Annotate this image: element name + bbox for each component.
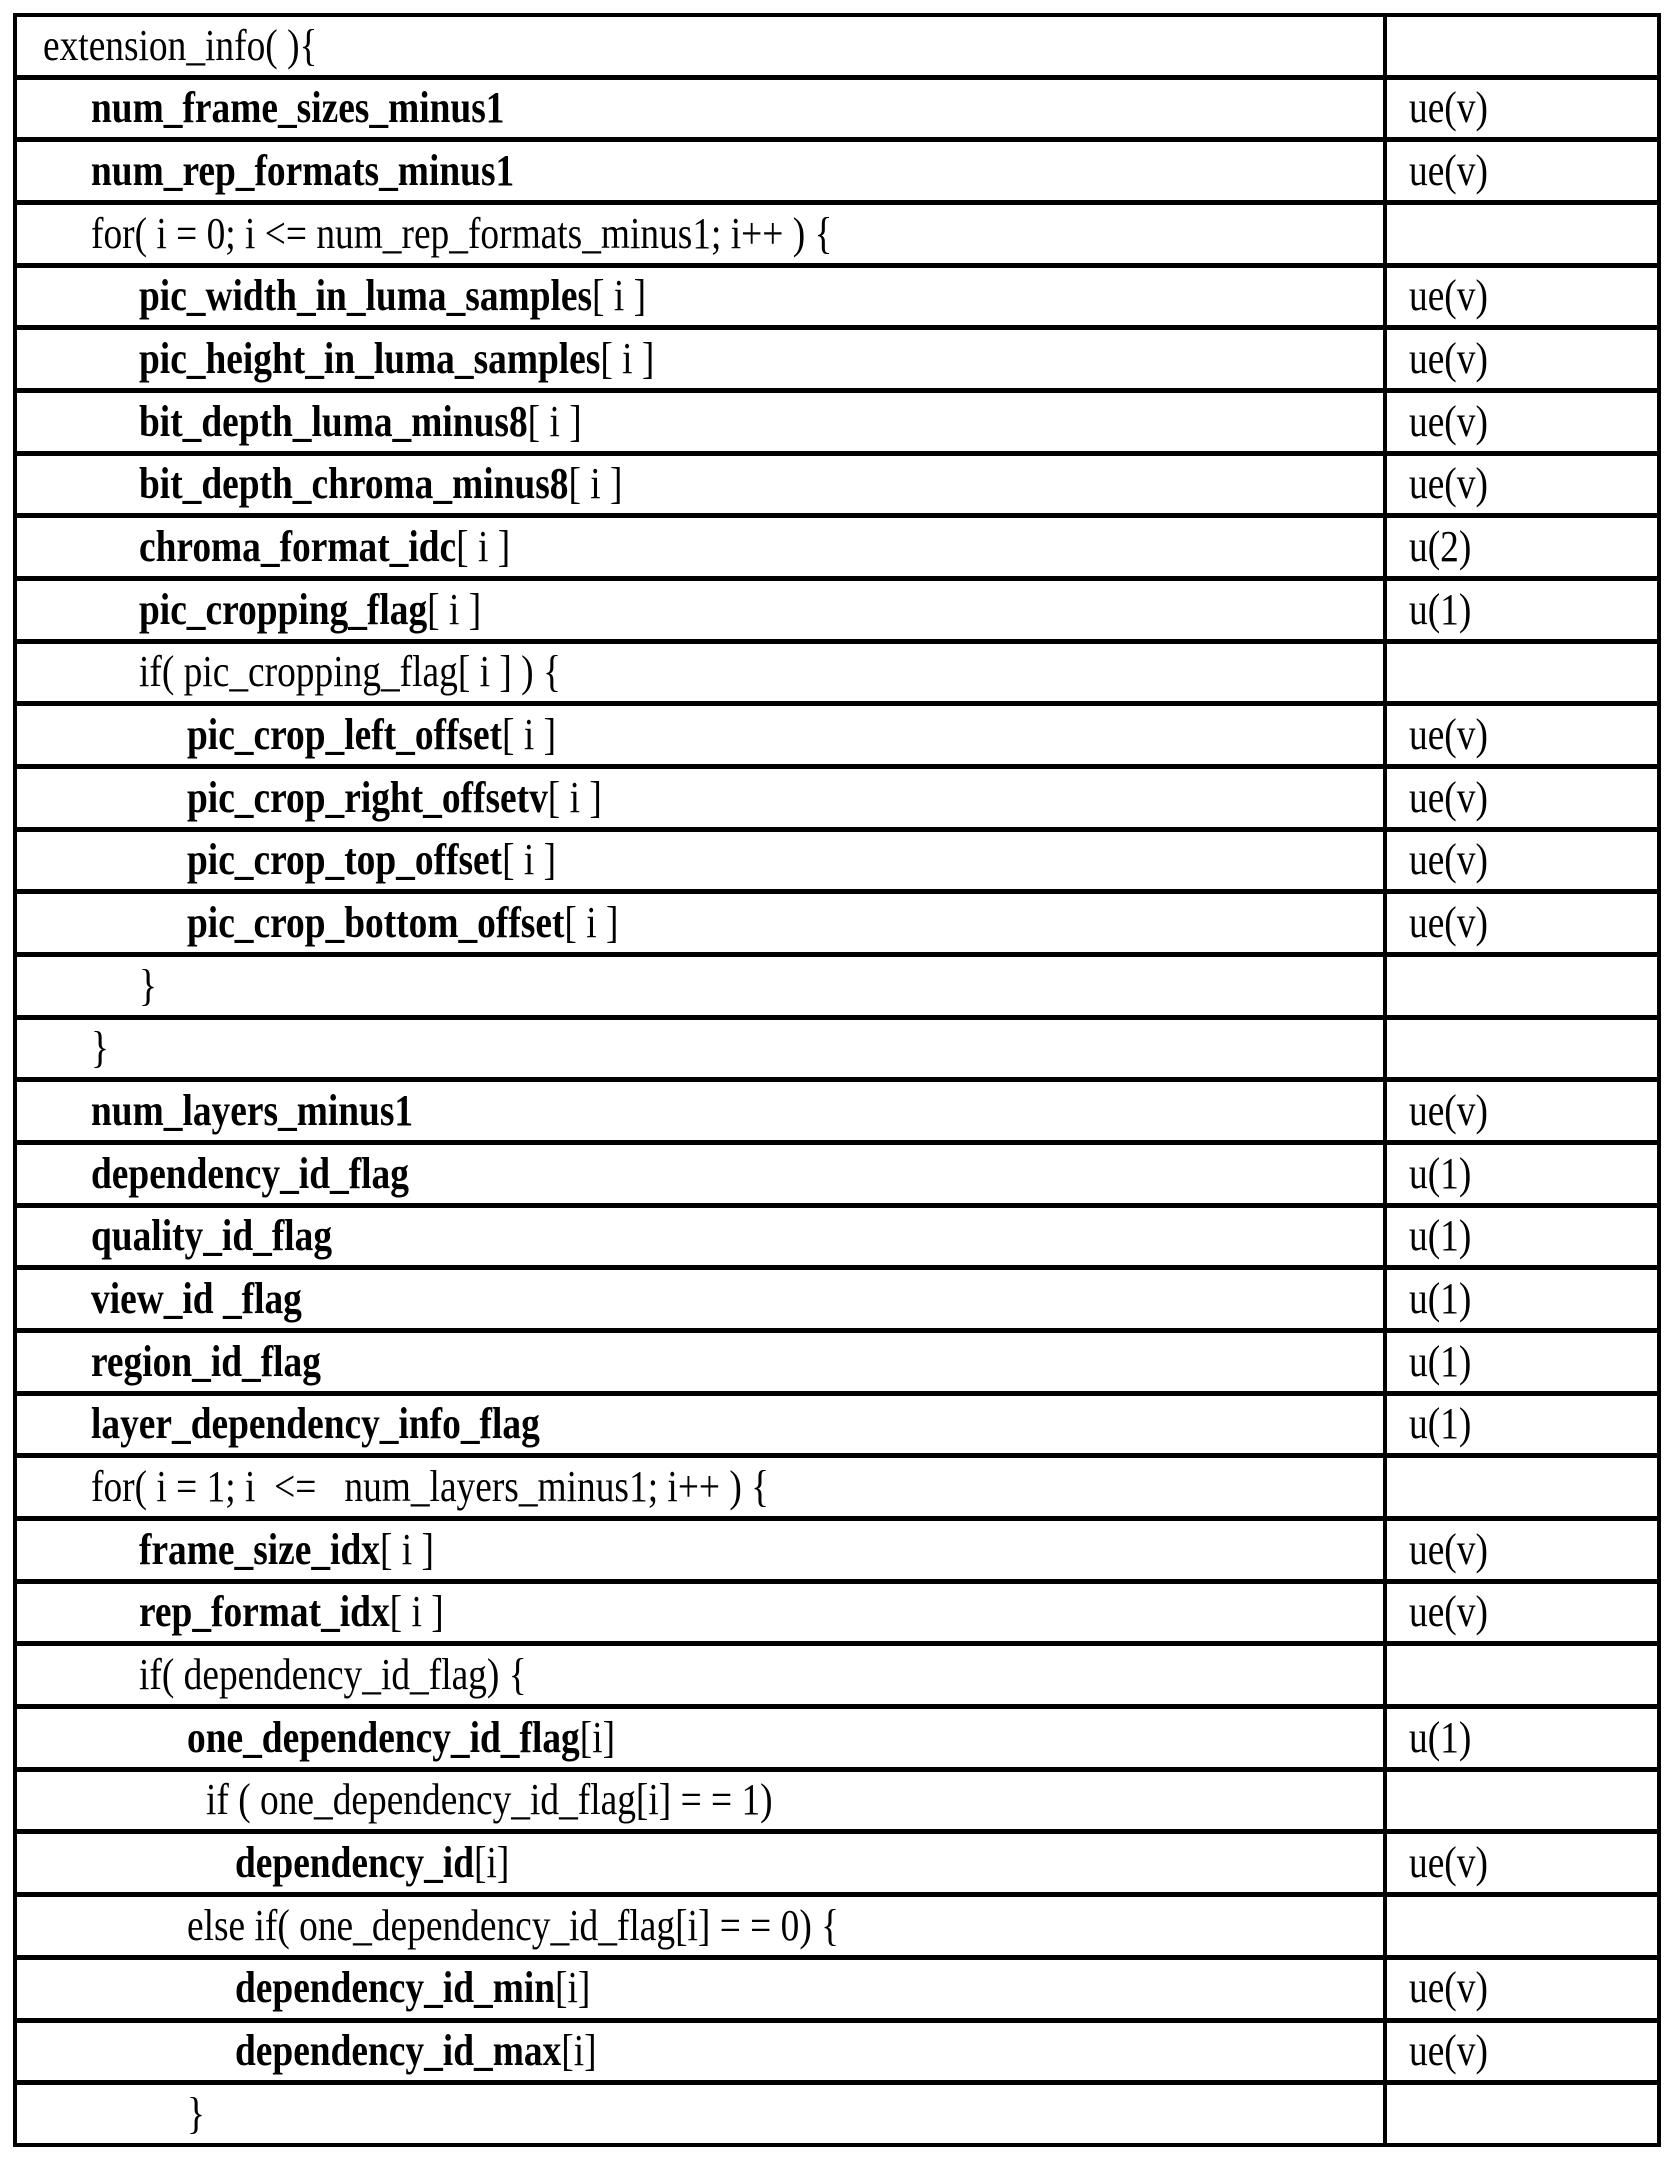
descriptor-text: u(1) [1409, 584, 1472, 634]
table-row [17, 1704, 1657, 1767]
syntax-cell [17, 957, 1383, 1015]
table-row [17, 1829, 1657, 1892]
table-row [17, 1203, 1657, 1266]
descriptor-text: u(1) [1409, 1399, 1472, 1449]
table-row [17, 1140, 1657, 1203]
syntax-text-segment: view_id _flag [91, 1274, 302, 1324]
syntax-line [91, 84, 504, 132]
table-row [17, 1328, 1657, 1391]
syntax-line [235, 1839, 509, 1887]
syntax-text-segment: for( i = 1; i <= num_layers_minus1; i++ ) { [91, 1462, 770, 1512]
syntax-cell [17, 1396, 1383, 1454]
descriptor-cell [1383, 1208, 1657, 1266]
table-row [17, 75, 1657, 138]
descriptor-cell [1383, 393, 1657, 451]
syntax-line [139, 648, 561, 696]
syntax-line [43, 22, 317, 70]
descriptor-cell [1383, 2023, 1657, 2081]
table-row [17, 639, 1657, 702]
table-row [17, 200, 1657, 263]
syntax-line [91, 1212, 332, 1260]
syntax-text-segment: [i] [561, 2026, 597, 2076]
syntax-text-segment: [i] [579, 1712, 616, 1762]
syntax-text-segment: [ i ] [502, 710, 557, 760]
syntax-text-segment: num_rep_formats_minus1 [91, 145, 515, 195]
syntax-line [139, 460, 622, 508]
syntax-line [91, 1400, 540, 1448]
syntax-line [187, 2090, 205, 2138]
descriptor-cell [1383, 832, 1657, 890]
table-row [17, 952, 1657, 1015]
syntax-text-segment: if ( one_dependency_id_flag[i] = = 1) [206, 1775, 773, 1825]
syntax-text-segment: quality_id_flag [91, 1211, 333, 1261]
table-row [17, 1391, 1657, 1454]
syntax-text-segment: [ i ] [502, 835, 557, 885]
syntax-cell [17, 832, 1383, 890]
syntax-cell [17, 1145, 1383, 1203]
table-row [17, 889, 1657, 952]
syntax-text-segment: rep_format_idx [139, 1587, 390, 1637]
syntax-cell [17, 581, 1383, 639]
syntax-line [187, 1714, 615, 1762]
syntax-text-segment: } [139, 960, 157, 1010]
table-row [17, 17, 1657, 75]
syntax-text-segment: layer_dependency_info_flag [91, 1399, 540, 1449]
descriptor-cell [1383, 769, 1657, 827]
descriptor-text: u(2) [1409, 522, 1472, 572]
syntax-text-segment: [ i ] [389, 1587, 444, 1637]
descriptor-cell [1383, 706, 1657, 764]
descriptor-cell [1383, 1709, 1657, 1767]
descriptor-cell [1383, 1584, 1657, 1642]
syntax-cell [17, 1082, 1383, 1140]
syntax-text-segment: [ i ] [379, 1524, 434, 1574]
syntax-line [235, 2027, 597, 2075]
syntax-line [187, 711, 556, 759]
syntax-text-segment: frame_size_idx [139, 1524, 380, 1574]
descriptor-cell [1383, 142, 1657, 200]
syntax-cell [17, 1772, 1383, 1830]
descriptor-text: ue(v) [1409, 1838, 1488, 1888]
syntax-line [187, 774, 602, 822]
syntax-cell [17, 1897, 1383, 1955]
table-row [17, 1516, 1657, 1579]
syntax-text-segment: [ i ] [568, 459, 623, 509]
descriptor-cell [1383, 2085, 1657, 2143]
syntax-text-segment: chroma_format_idc [139, 522, 457, 572]
descriptor-cell [1383, 1521, 1657, 1579]
table-row [17, 451, 1657, 514]
descriptor-text: ue(v) [1409, 334, 1488, 383]
syntax-line [187, 836, 556, 884]
syntax-cell [17, 268, 1383, 326]
syntax-cell [17, 80, 1383, 138]
syntax-text-segment: [ i ] [427, 584, 482, 634]
syntax-cell [17, 1834, 1383, 1892]
syntax-cell [17, 1020, 1383, 1078]
descriptor-text: ue(v) [1409, 710, 1488, 760]
syntax-text-segment: else if( one_dependency_id_flag[i] = = 0) { [187, 1900, 840, 1950]
syntax-text-segment: [i] [473, 1838, 510, 1888]
descriptor-cell [1383, 17, 1657, 75]
descriptor-cell [1383, 330, 1657, 388]
descriptor-text: ue(v) [1409, 145, 1488, 195]
descriptor-text: ue(v) [1409, 271, 1488, 321]
syntax-text-segment: pic_cropping_flag [139, 584, 428, 634]
syntax-cell [17, 706, 1383, 764]
table-row [17, 1641, 1657, 1704]
syntax-text-segment: dependency_id_max [235, 2026, 562, 2076]
syntax-cell [17, 2023, 1383, 2081]
syntax-text-segment: bit_depth_chroma_minus8 [139, 459, 569, 509]
syntax-cell [17, 644, 1383, 702]
syntax-text-segment: [ i ] [600, 334, 655, 383]
syntax-text-segment: extension_info( ){ [43, 20, 318, 70]
descriptor-cell [1383, 1960, 1657, 2018]
syntax-cell [17, 894, 1383, 952]
syntax-text-segment: if( dependency_id_flag) { [139, 1650, 527, 1700]
descriptor-cell [1383, 518, 1657, 576]
syntax-text-segment: [ i ] [547, 772, 602, 822]
descriptor-text: ue(v) [1409, 1587, 1488, 1637]
table-row [17, 388, 1657, 451]
descriptor-cell [1383, 644, 1657, 702]
syntax-line [139, 1651, 527, 1699]
descriptor-text: ue(v) [1409, 396, 1488, 446]
table-row [17, 576, 1657, 639]
syntax-line [235, 1964, 590, 2012]
syntax-cell [17, 518, 1383, 576]
table-row [17, 1892, 1657, 1955]
descriptor-text: ue(v) [1409, 1086, 1488, 1136]
syntax-text-segment: dependency_id [235, 1838, 474, 1888]
syntax-text-segment: [ i ] [527, 396, 582, 446]
syntax-cell [17, 330, 1383, 388]
syntax-line [187, 1902, 839, 1950]
syntax-text-segment: } [187, 2088, 205, 2138]
syntax-text-segment: dependency_id_flag [91, 1148, 409, 1198]
descriptor-text: u(1) [1409, 1336, 1472, 1386]
descriptor-text: u(1) [1409, 1712, 1472, 1762]
descriptor-cell [1383, 1834, 1657, 1892]
descriptor-cell [1383, 1020, 1657, 1078]
descriptor-cell [1383, 894, 1657, 952]
table-row [17, 764, 1657, 827]
syntax-line [91, 147, 514, 195]
syntax-text-segment: pic_crop_top_offset [187, 835, 503, 885]
syntax-line [91, 1463, 769, 1511]
syntax-text-segment: pic_height_in_luma_samples [139, 334, 601, 383]
syntax-text-segment: for( i = 0; i <= num_rep_formats_minus1; i++ ) { [91, 208, 833, 258]
descriptor-cell [1383, 1082, 1657, 1140]
descriptor-cell [1383, 456, 1657, 514]
syntax-text-segment: bit_depth_luma_minus8 [139, 396, 528, 446]
descriptor-cell [1383, 80, 1657, 138]
descriptor-text: ue(v) [1409, 1963, 1488, 2013]
syntax-cell [17, 1646, 1383, 1704]
table-row [17, 513, 1657, 576]
descriptor-text: u(1) [1409, 1274, 1472, 1324]
table-row [17, 1265, 1657, 1328]
syntax-cell [17, 1270, 1383, 1328]
table-row [17, 1579, 1657, 1642]
table-row [17, 2080, 1657, 2143]
descriptor-text: ue(v) [1409, 772, 1488, 822]
syntax-text-segment: region_id_flag [91, 1336, 321, 1386]
syntax-line [139, 586, 481, 634]
syntax-line [139, 398, 582, 446]
syntax-cell [17, 1584, 1383, 1642]
syntax-text-segment: [ i ] [592, 271, 647, 321]
table-row [17, 137, 1657, 200]
syntax-line [91, 1338, 321, 1386]
descriptor-text: ue(v) [1409, 459, 1488, 509]
syntax-text-segment: pic_crop_right_offsetv [187, 772, 548, 822]
syntax-cell [17, 2085, 1383, 2143]
descriptor-cell [1383, 1270, 1657, 1328]
syntax-cell [17, 456, 1383, 514]
table-row [17, 1453, 1657, 1516]
syntax-cell [17, 769, 1383, 827]
syntax-text-segment: [i] [555, 1963, 591, 2013]
descriptor-cell [1383, 1333, 1657, 1391]
syntax-line [91, 1024, 109, 1072]
syntax-cell [17, 17, 1383, 75]
descriptor-text: u(1) [1409, 1148, 1472, 1198]
syntax-text-segment: [ i ] [456, 522, 511, 572]
syntax-cell [17, 1521, 1383, 1579]
syntax-text-segment: num_layers_minus1 [91, 1086, 414, 1136]
table-row [17, 1767, 1657, 1830]
syntax-text-segment: one_dependency_id_flag [187, 1712, 580, 1762]
descriptor-cell [1383, 1646, 1657, 1704]
table-row [17, 827, 1657, 890]
syntax-line [139, 335, 654, 383]
table-row [17, 701, 1657, 764]
syntax-text-segment: num_frame_sizes_minus1 [91, 83, 505, 133]
syntax-cell [17, 1458, 1383, 1516]
syntax-line [139, 272, 646, 320]
syntax-line [91, 1275, 302, 1323]
table-row [17, 1077, 1657, 1140]
syntax-cell [17, 1208, 1383, 1266]
descriptor-cell [1383, 1396, 1657, 1454]
table-row [17, 2018, 1657, 2081]
syntax-text-segment: pic_width_in_luma_samples [139, 271, 593, 321]
descriptor-text: ue(v) [1409, 2026, 1488, 2076]
table-row [17, 1955, 1657, 2018]
extension-info-syntax-table [13, 13, 1661, 2147]
syntax-text-segment: pic_crop_left_offset [187, 710, 503, 760]
syntax-line [206, 1776, 773, 1824]
table-row [17, 263, 1657, 326]
syntax-text-segment: if( pic_cropping_flag[ i ] ) { [139, 647, 561, 697]
syntax-line [139, 962, 157, 1010]
syntax-line [91, 1150, 409, 1198]
syntax-cell [17, 142, 1383, 200]
syntax-cell [17, 1709, 1383, 1767]
descriptor-text: ue(v) [1409, 83, 1488, 133]
descriptor-cell [1383, 1458, 1657, 1516]
syntax-line [91, 210, 832, 258]
syntax-cell [17, 1333, 1383, 1391]
syntax-line [91, 1087, 413, 1135]
syntax-line [187, 899, 618, 947]
descriptor-cell [1383, 268, 1657, 326]
syntax-line [139, 1588, 444, 1636]
syntax-line [139, 523, 510, 571]
descriptor-cell [1383, 1145, 1657, 1203]
syntax-line [139, 1526, 434, 1574]
syntax-cell [17, 393, 1383, 451]
descriptor-cell [1383, 1897, 1657, 1955]
descriptor-text: ue(v) [1409, 835, 1488, 885]
syntax-text-segment: } [91, 1023, 109, 1073]
descriptor-text: ue(v) [1409, 1524, 1488, 1574]
syntax-text-segment: [ i ] [564, 898, 619, 948]
syntax-text-segment: pic_crop_bottom_offset [187, 898, 565, 948]
descriptor-cell [1383, 1772, 1657, 1830]
syntax-cell [17, 205, 1383, 263]
syntax-cell [17, 1960, 1383, 2018]
table-row [17, 325, 1657, 388]
descriptor-text: ue(v) [1409, 898, 1488, 948]
descriptor-text: u(1) [1409, 1211, 1472, 1261]
descriptor-cell [1383, 957, 1657, 1015]
syntax-text-segment: dependency_id_min [235, 1963, 556, 2013]
descriptor-cell [1383, 205, 1657, 263]
table-row [17, 1015, 1657, 1078]
descriptor-cell [1383, 581, 1657, 639]
